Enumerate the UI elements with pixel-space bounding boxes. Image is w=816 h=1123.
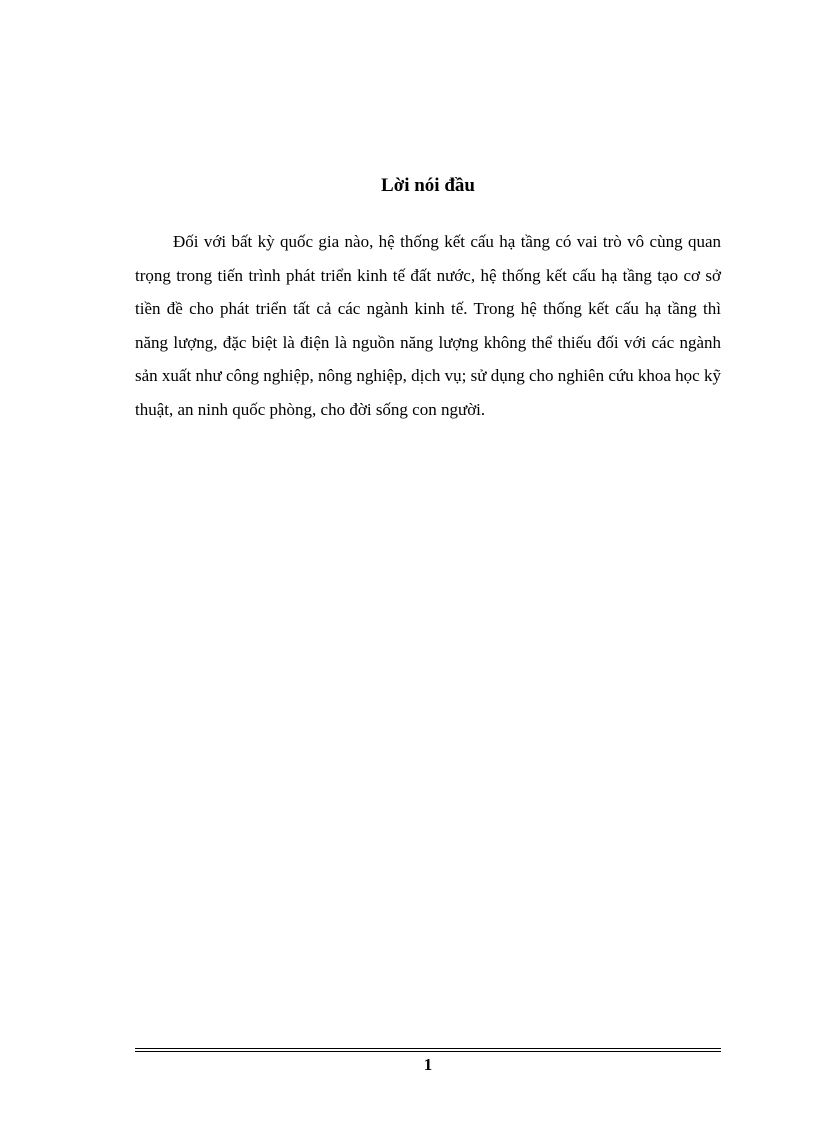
footer-rule-bottom-line — [135, 1051, 721, 1052]
page-title: Lời nói đầu — [381, 175, 475, 196]
page-number: 1 — [423, 1055, 433, 1074]
footer-rule-top-line — [135, 1048, 721, 1049]
body-paragraph: Đối với bất kỳ quốc gia nào, hệ thống kết cấu hạ tầng có vai trò vô cùng quan trọng trong tiến trình phát triển kinh tế đất nước, hệ thống kết cấu hạ tầng tạo cơ sở tiền đề cho phát triển tất cả các ngành kinh tế. Trong hệ thống kết cấu hạ tầng thì năng lượng, đặc biệt là điện là nguồn năng lượng không thể thiếu đối với các ngành sản xuất như công nghiệp, nông nghiệp, dịch vụ; sử dụng cho nghiên cứu khoa học kỹ thuật, an ninh quốc phòng, cho đời sống con người. — [135, 232, 721, 419]
